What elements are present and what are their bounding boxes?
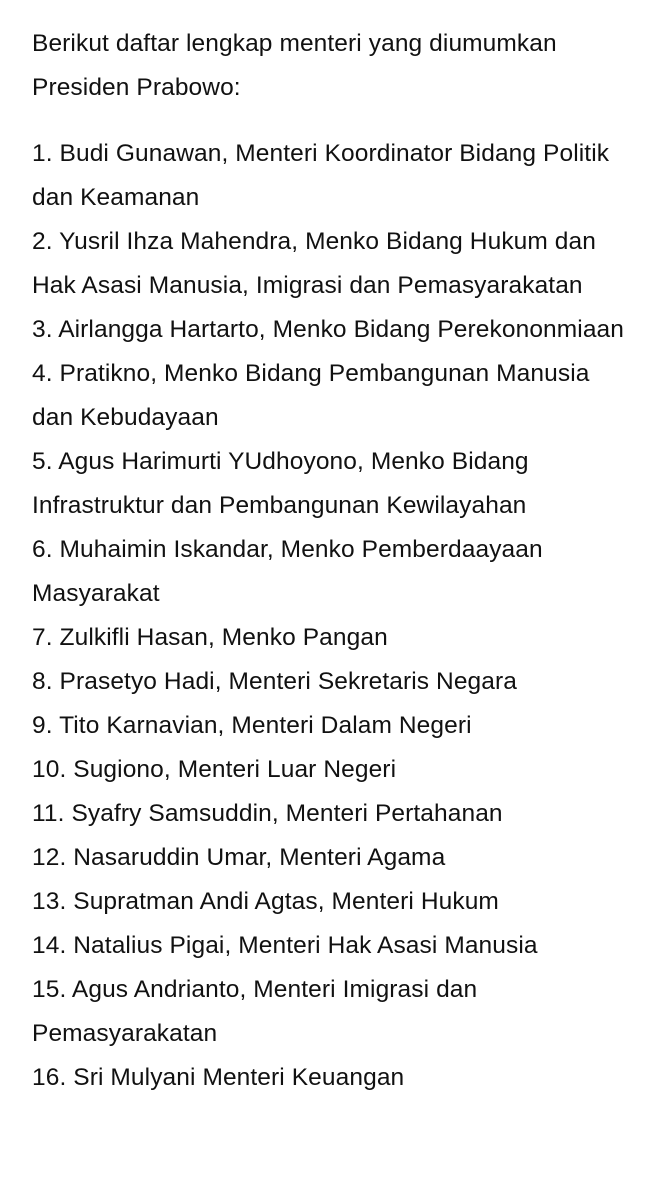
- document-body: [32, 22, 632, 1100]
- list-item: 13. Supratman Andi Agtas, Menteri Hukum: [32, 888, 499, 915]
- list-item: 1. Budi Gunawan, Menteri Koordinator Bidang Politik dan Keamanan: [32, 140, 610, 211]
- list-item: 15. Agus Andrianto, Menteri Imigrasi dan Pemasyarakatan: [32, 976, 478, 1047]
- list-item: 9. Tito Karnavian, Menteri Dalam Negeri: [32, 712, 472, 739]
- list-item: 14. Natalius Pigai, Menteri Hak Asasi Manusia: [32, 932, 538, 959]
- minister-list: [32, 132, 632, 1100]
- list-item: 4. Pratikno, Menko Bidang Pembangunan Manusia dan Kebudayaan: [32, 360, 590, 431]
- list-item: 7. Zulkifli Hasan, Menko Pangan: [32, 624, 388, 651]
- list-item: 16. Sri Mulyani Menteri Keuangan: [32, 1064, 405, 1091]
- intro-paragraph: Berikut daftar lengkap menteri yang diumumkan Presiden Prabowo:: [32, 30, 557, 101]
- list-item: 10. Sugiono, Menteri Luar Negeri: [32, 756, 397, 783]
- list-item: 12. Nasaruddin Umar, Menteri Agama: [32, 844, 446, 871]
- list-item: 11. Syafry Samsuddin, Menteri Pertahanan: [32, 800, 503, 827]
- list-item: 2. Yusril Ihza Mahendra, Menko Bidang Hukum dan Hak Asasi Manusia, Imigrasi dan Pemasyarakatan: [32, 228, 596, 299]
- list-item: 6. Muhaimin Iskandar, Menko Pemberdaayaan Masyarakat: [32, 536, 543, 607]
- list-item: 8. Prasetyo Hadi, Menteri Sekretaris Negara: [32, 668, 517, 695]
- list-item: 5. Agus Harimurti YUdhoyono, Menko Bidang Infrastruktur dan Pembangunan Kewilayahan: [32, 448, 529, 519]
- list-item: 3. Airlangga Hartarto, Menko Bidang Perekononmiaan: [32, 316, 624, 343]
